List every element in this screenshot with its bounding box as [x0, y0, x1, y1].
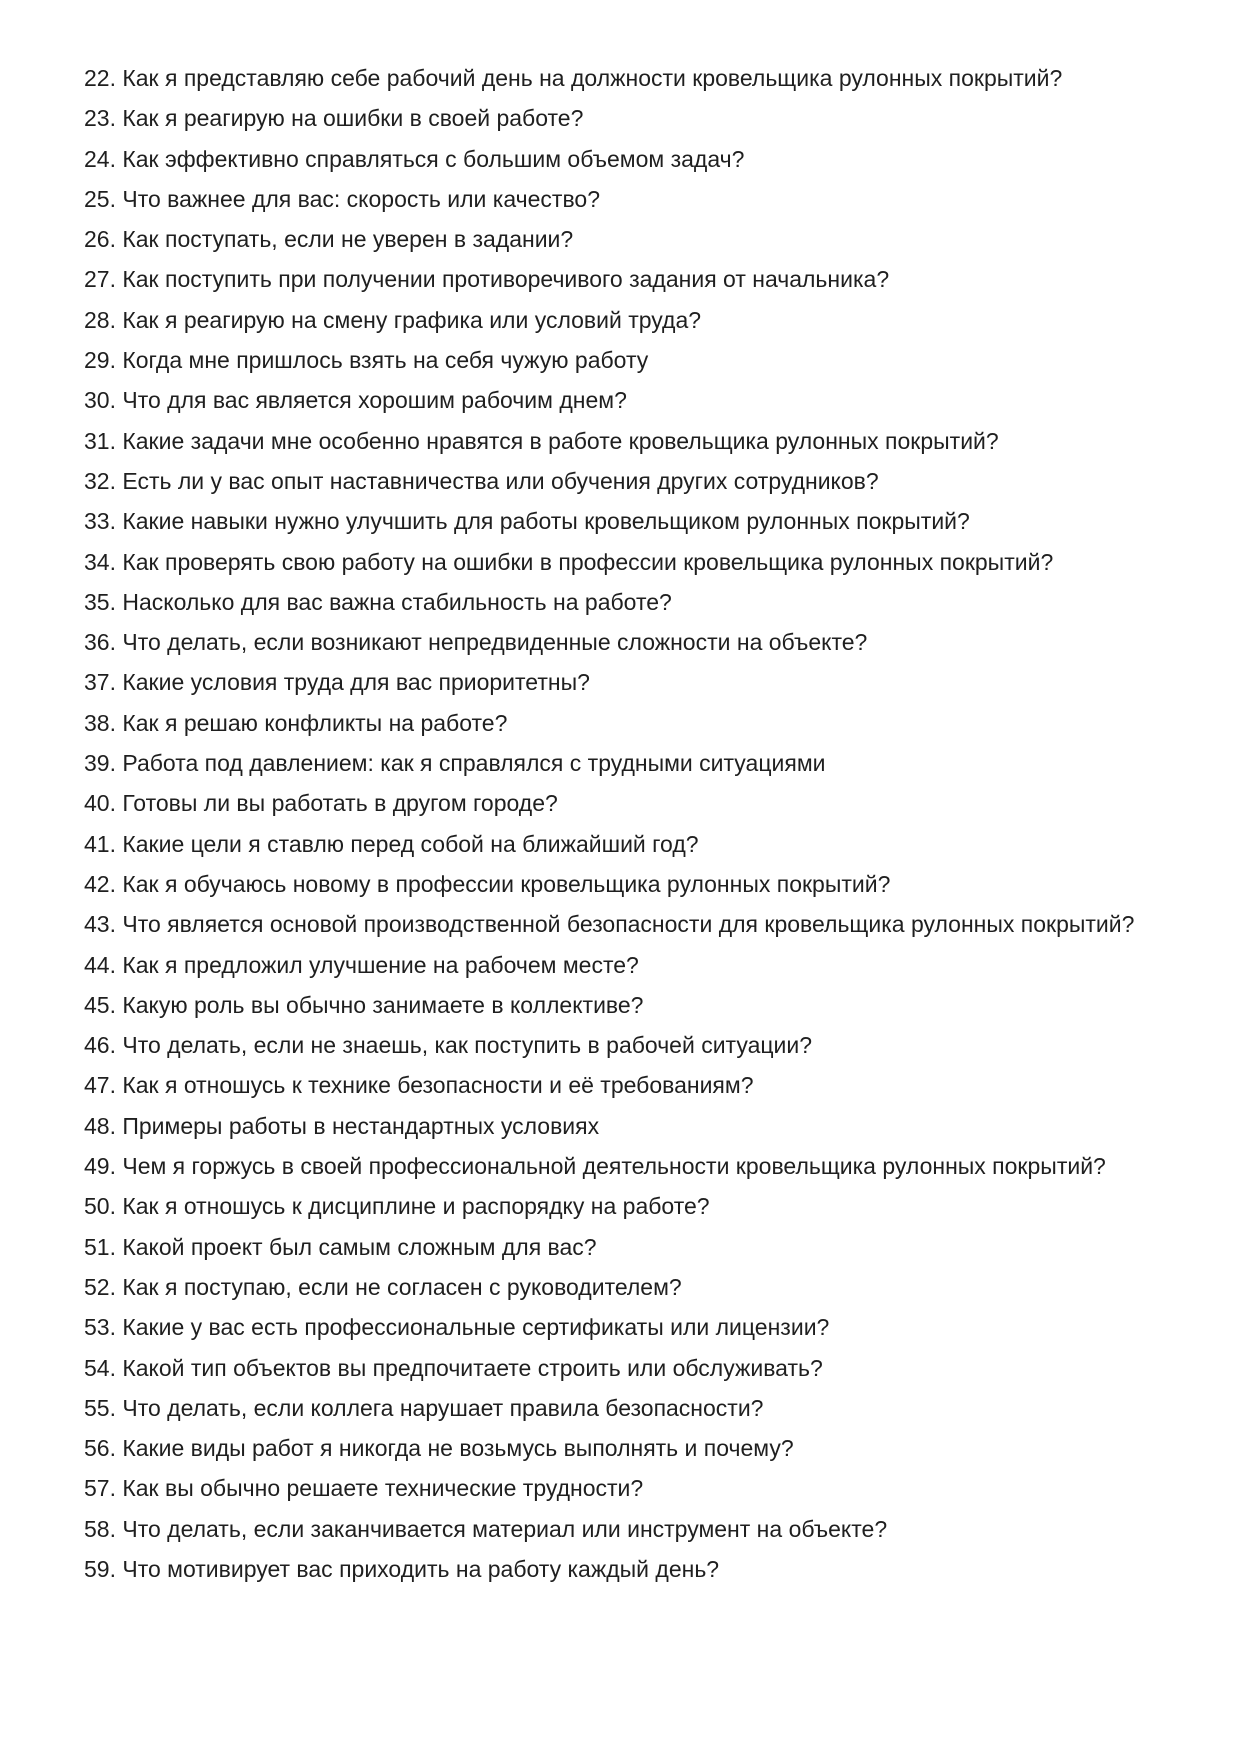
list-item: 32. Есть ли у вас опыт наставничества или обучения других сотрудников?	[84, 467, 879, 494]
list-item: 57. Как вы обычно решаете технические трудности?	[84, 1475, 644, 1502]
list-item: 38. Как я решаю конфликты на работе?	[84, 709, 508, 736]
list-item: 40. Готовы ли вы работать в другом городе?	[84, 790, 558, 817]
list-item: 35. Насколько для вас важна стабильность на работе?	[84, 588, 672, 615]
list-item: 52. Как я поступаю, если не согласен с руководителем?	[84, 1273, 682, 1300]
list-item: 22. Как я представляю себе рабочий день на должности кровельщика рулонных покрытий?	[84, 65, 1063, 91]
list-item: 48. Примеры работы в нестандартных условиях	[84, 1112, 600, 1139]
list-item: 34. Как проверять свою работу на ошибки в профессии кровельщика рулонных покрытий?	[84, 548, 1054, 575]
list-item: 24. Как эффективно справляться с большим объемом задач?	[84, 145, 745, 172]
list-item: 30. Что для вас является хорошим рабочим днем?	[84, 387, 627, 414]
list-item: 27. Как поступить при получении противоречивого задания от начальника?	[84, 266, 890, 293]
list-item: 55. Что делать, если коллега нарушает правила безопасности?	[84, 1394, 764, 1421]
document-page	[84, 58, 1164, 1589]
list-item: 51. Какой проект был самым сложным для вас?	[84, 1233, 597, 1260]
list-item: 47. Как я отношусь к технике безопасности и её требованиям?	[84, 1072, 754, 1099]
list-item: 36. Что делать, если возникают непредвиденные сложности на объекте?	[84, 629, 868, 656]
list-item: 28. Как я реагирую на смену графика или условий труда?	[84, 306, 702, 333]
list-item: 29. Когда мне пришлось взять на себя чужую работу	[84, 347, 649, 374]
list-item: 53. Какие у вас есть профессиональные сертификаты или лицензии?	[84, 1314, 830, 1341]
list-item: 41. Какие цели я ставлю перед собой на ближайший год?	[84, 830, 699, 857]
list-item: 45. Какую роль вы обычно занимаете в коллективе?	[84, 991, 644, 1018]
list-item: 33. Какие навыки нужно улучшить для работы кровельщиком рулонных покрытий?	[84, 508, 970, 535]
list-item: 59. Что мотивирует вас приходить на работу каждый день?	[84, 1555, 720, 1582]
list-item: 43. Что является основой производственной безопасности для кровельщика рулонных покрытий?	[84, 911, 1135, 938]
list-item: 39. Работа под давлением: как я справлялся с трудными ситуациями	[84, 750, 826, 777]
list-item: 56. Какие виды работ я никогда не возьмусь выполнять и почему?	[84, 1435, 794, 1462]
list-item: 23. Как я реагирую на ошибки в своей работе?	[84, 105, 584, 132]
list-item: 37. Какие условия труда для вас приоритетны?	[84, 669, 590, 696]
list-item: 42. Как я обучаюсь новому в профессии кровельщика рулонных покрытий?	[84, 870, 891, 897]
list-item: 46. Что делать, если не знаешь, как поступить в рабочей ситуации?	[84, 1032, 813, 1059]
list-item: 49. Чем я горжусь в своей профессиональной деятельности кровельщика рулонных покрытий?	[84, 1153, 1106, 1180]
list-item: 50. Как я отношусь к дисциплине и распорядку на работе?	[84, 1193, 710, 1220]
list-item: 44. Как я предложил улучшение на рабочем месте?	[84, 951, 639, 978]
list-item: 26. Как поступать, если не уверен в задании?	[84, 226, 574, 253]
list-item: 25. Что важнее для вас: скорость или качество?	[84, 185, 600, 212]
list-item: 31. Какие задачи мне особенно нравятся в работе кровельщика рулонных покрытий?	[84, 427, 999, 454]
list-item: 54. Какой тип объектов вы предпочитаете строить или обслуживать?	[84, 1354, 823, 1381]
list-item: 58. Что делать, если заканчивается материал или инструмент на объекте?	[84, 1515, 888, 1542]
question-list	[84, 58, 1164, 1589]
